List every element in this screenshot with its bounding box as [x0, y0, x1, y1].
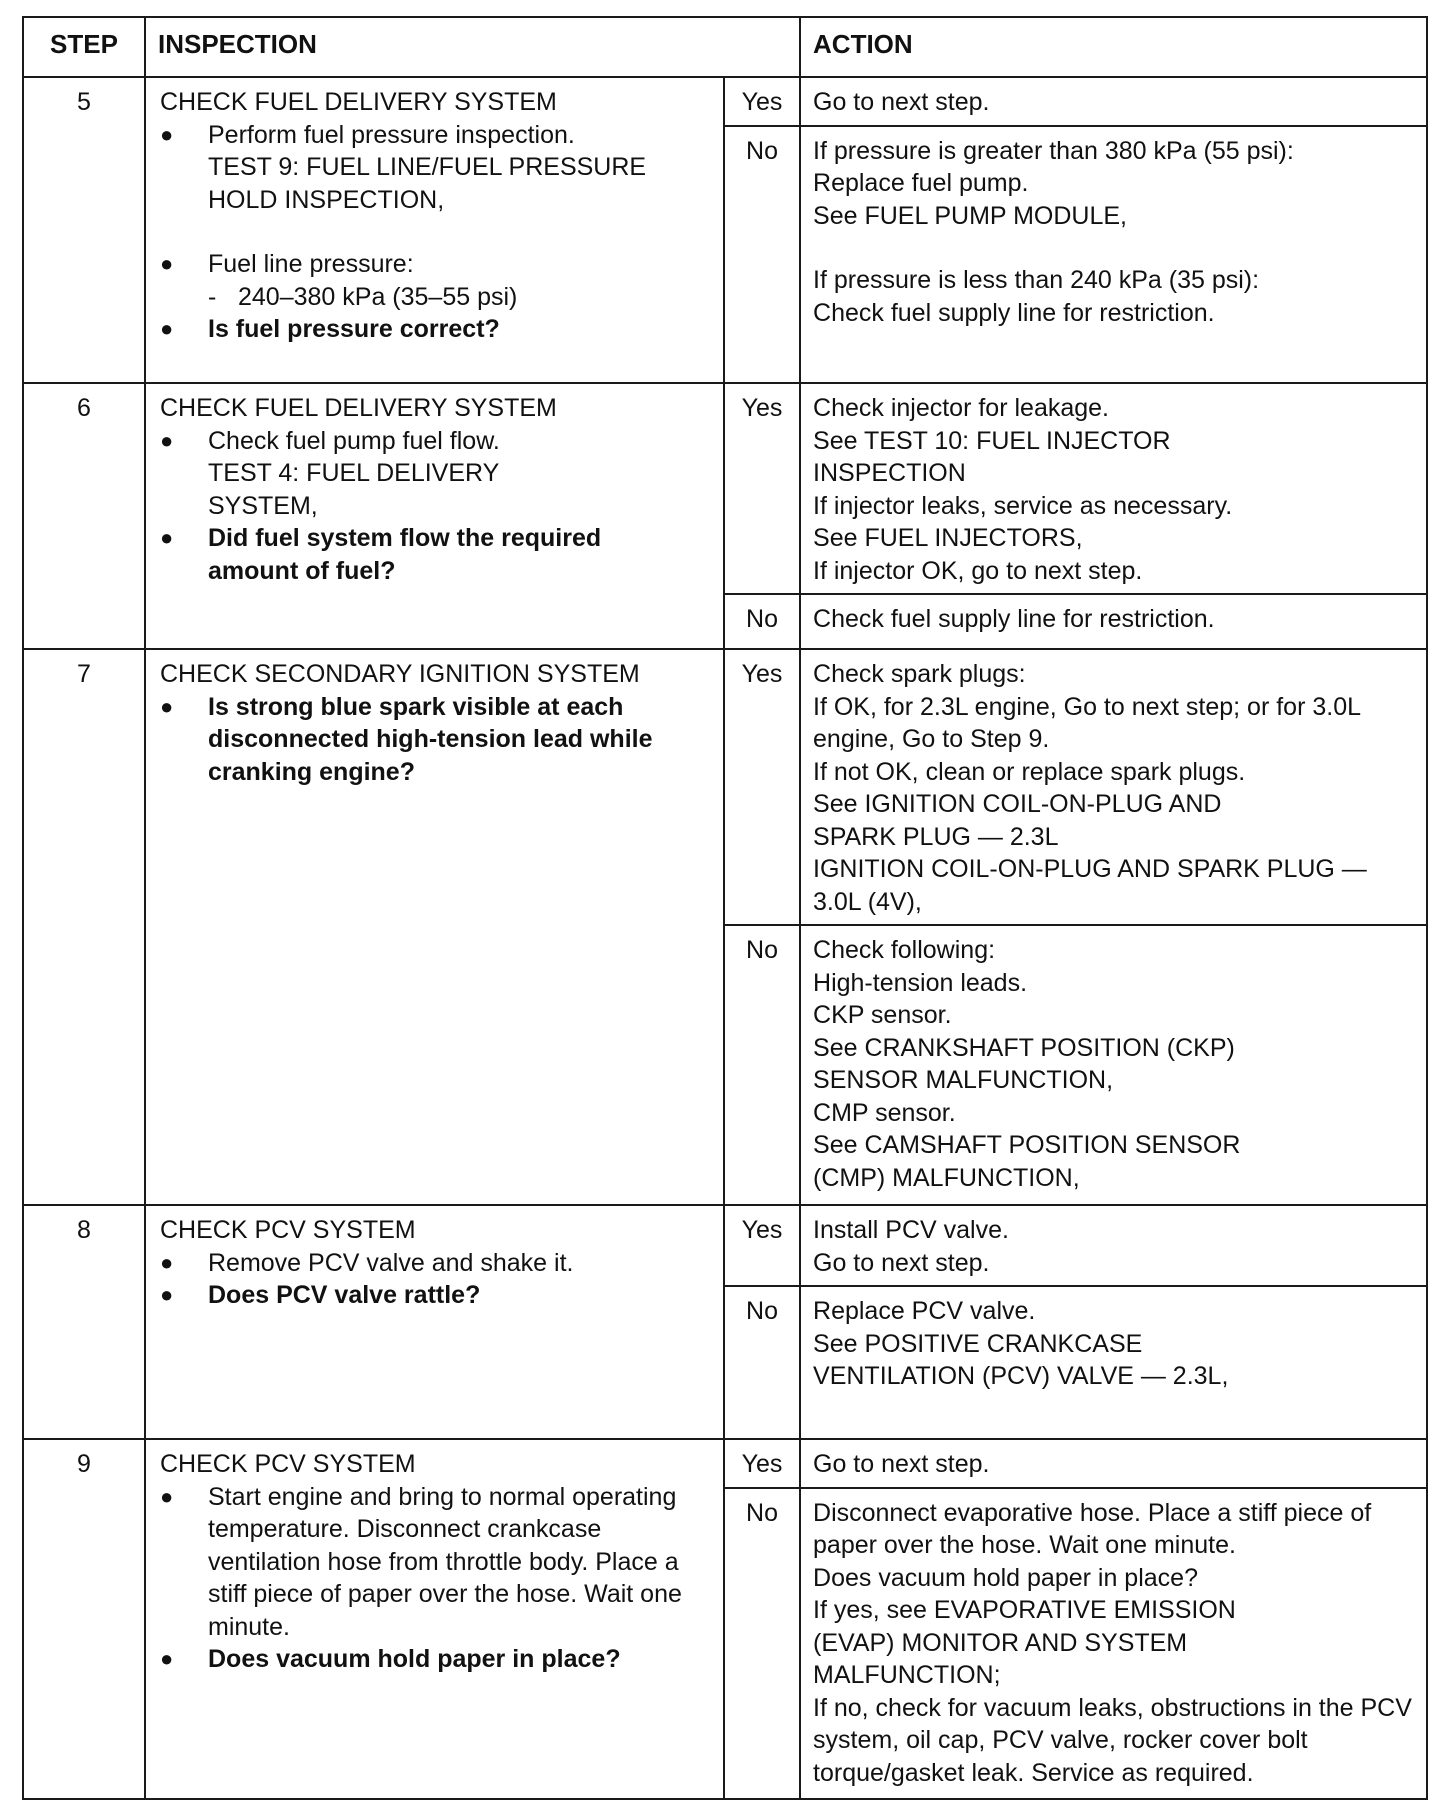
- action-text: Check fuel supply line for restriction.: [813, 605, 1215, 633]
- action-no: [800, 594, 1427, 649]
- table-row: [23, 649, 1427, 925]
- inspection-cell: [145, 1439, 724, 1799]
- action-text: If injector leaks, service as necessary.: [813, 491, 1233, 520]
- step-number: 9: [23, 1439, 145, 1799]
- action-text: IGNITION COIL-ON-PLUG AND SPARK PLUG — 3.0L (4V),: [813, 855, 1367, 916]
- bullet-item: [160, 313, 713, 346]
- action-yes: [800, 383, 1427, 594]
- bullet-item: [160, 1247, 713, 1280]
- answer-no: No: [724, 925, 800, 1205]
- bullet-icon: ●: [160, 251, 174, 276]
- action-text: If pressure is greater than 380 kPa (55 psi):: [813, 136, 1294, 165]
- bullet-item: [160, 425, 713, 458]
- action-text: Install PCV valve.: [813, 1216, 1009, 1244]
- action-text: See POSITIVE CRANKCASE VENTILATION (PCV) VALVE — 2.3L,: [813, 1329, 1229, 1390]
- bullet-item: [160, 1643, 713, 1676]
- answer-yes: Yes: [724, 383, 800, 594]
- action-text: Check fuel supply line for restriction.: [813, 298, 1215, 327]
- action-text: If no, check for vacuum leaks, obstructions in the PCV system, oil cap, PCV valve, rocker cover bolt torque/gasket leak. Service as required.: [813, 1693, 1412, 1787]
- action-text: If yes, see EVAPORATIVE EMISSION (EVAP) MONITOR AND SYSTEM MALFUNCTION;: [813, 1596, 1236, 1689]
- table-row: [23, 1439, 1427, 1488]
- action-text: CMP sensor.: [813, 1098, 956, 1127]
- table-row: [23, 383, 1427, 594]
- action-yes: [800, 1205, 1427, 1286]
- inspection-title: CHECK SECONDARY IGNITION SYSTEM: [160, 660, 640, 688]
- bullet-text: Perform fuel pressure inspection.: [208, 120, 575, 149]
- bullet-icon: ●: [160, 121, 174, 147]
- action-text: Check spark plugs:: [813, 660, 1026, 688]
- header-inspection: INSPECTION: [145, 17, 800, 77]
- action-text: If pressure is less than 240 kPa (35 psi):: [813, 266, 1260, 294]
- table-row: [23, 1205, 1427, 1286]
- header-action: ACTION: [800, 17, 1427, 77]
- bullet-question: Is fuel pressure correct?: [208, 315, 500, 343]
- action-text: See CAMSHAFT POSITION SENSOR (CMP) MALFUNCTION,: [813, 1131, 1241, 1192]
- inspection-cell: [145, 649, 724, 1205]
- bullet-question: Does vacuum hold paper in place?: [208, 1645, 621, 1673]
- bullet-item: [160, 522, 713, 587]
- step-number: 7: [23, 649, 145, 1205]
- bullet-item: [160, 1481, 713, 1644]
- bullet-text: TEST 4: FUEL DELIVERY SYSTEM,: [208, 459, 499, 520]
- step-number: 5: [23, 77, 145, 383]
- answer-no: No: [724, 1286, 800, 1439]
- action-text: Replace PCV valve.: [813, 1297, 1036, 1325]
- bullet-icon: ●: [160, 693, 174, 719]
- header-step: STEP: [23, 17, 145, 77]
- bullet-icon: ●: [160, 427, 174, 453]
- bullet-icon: ●: [160, 525, 174, 550]
- action-text: Go to next step.: [813, 1248, 990, 1277]
- action-text: See CRANKSHAFT POSITION (CKP) SENSOR MALFUNCTION,: [813, 1033, 1235, 1094]
- bullet-item: [160, 151, 713, 216]
- bullet-text: Start engine and bring to normal operating temperature. Disconnect crankcase ventilation hose from throttle body. Place a stiff piece of paper over the hose. Wait one minute.: [208, 1482, 682, 1641]
- action-no: [800, 1488, 1427, 1800]
- bullet-item: [160, 1279, 713, 1312]
- bullet-item: [160, 119, 713, 152]
- bullet-subtext: 240–380 kPa (35–55 psi): [238, 282, 518, 311]
- action-text: Check injector for leakage.: [813, 394, 1109, 422]
- bullet-item: [160, 457, 713, 522]
- action-text: If OK, for 2.3L engine, Go to next step; or for 3.0L engine, Go to Step 9.: [813, 692, 1361, 753]
- action-text: Replace fuel pump.: [813, 169, 1029, 197]
- action-no: [800, 126, 1427, 384]
- action-text: Go to next step.: [813, 88, 990, 116]
- action-text: CKP sensor.: [813, 1001, 952, 1029]
- bullet-text: Check fuel pump fuel flow.: [208, 426, 500, 455]
- diagnostic-table-page: [22, 16, 1428, 1800]
- inspection-cell: [145, 77, 724, 383]
- action-text: Does vacuum hold paper in place?: [813, 1563, 1198, 1592]
- action-text: Disconnect evaporative hose. Place a stiff piece of paper over the hose. Wait one minute.: [813, 1498, 1372, 1559]
- inspection-title: CHECK FUEL DELIVERY SYSTEM: [160, 394, 557, 422]
- answer-no: No: [724, 1488, 800, 1800]
- action-text: See FUEL INJECTORS,: [813, 524, 1083, 552]
- action-text: Go to next step.: [813, 1450, 990, 1478]
- answer-yes: Yes: [724, 1439, 800, 1488]
- bullet-item: [160, 691, 713, 789]
- action-text: See TEST 10: FUEL INJECTOR INSPECTION: [813, 426, 1171, 487]
- action-yes: [800, 77, 1427, 126]
- bullet-question: Does PCV valve rattle?: [208, 1281, 481, 1309]
- bullet-text: Remove PCV valve and shake it.: [208, 1248, 574, 1277]
- step-number: 6: [23, 383, 145, 649]
- action-yes: [800, 1439, 1427, 1488]
- bullet-text: Fuel line pressure:: [208, 250, 414, 278]
- bullet-question: Did fuel system flow the required amount of fuel?: [208, 524, 602, 585]
- bullet-icon: ●: [160, 316, 174, 341]
- table-header-row: [23, 17, 1427, 77]
- inspection-cell: [145, 383, 724, 649]
- bullet-question: Is strong blue spark visible at each disconnected high-tension lead while cranking engine?: [208, 692, 653, 786]
- bullet-icon: ●: [160, 1282, 174, 1307]
- bullet-icon: ●: [160, 1646, 174, 1671]
- answer-no: No: [724, 594, 800, 649]
- bullet-text: TEST 9: FUEL LINE/FUEL PRESSURE HOLD INSPECTION,: [208, 153, 647, 214]
- inspection-title: CHECK PCV SYSTEM: [160, 1216, 416, 1244]
- inspection-title: CHECK FUEL DELIVERY SYSTEM: [160, 88, 557, 116]
- action-yes: [800, 649, 1427, 925]
- bullet-item: ● Fuel line pressure: - 240–380 kPa (35–55 psi): [160, 248, 713, 313]
- action-text: If injector OK, go to next step.: [813, 556, 1143, 585]
- action-text: High-tension leads.: [813, 968, 1028, 997]
- step-number: 8: [23, 1205, 145, 1439]
- action-no: [800, 1286, 1427, 1439]
- action-no: [800, 925, 1427, 1205]
- answer-yes: Yes: [724, 649, 800, 925]
- action-text: If not OK, clean or replace spark plugs.: [813, 757, 1246, 786]
- answer-no: No: [724, 126, 800, 384]
- action-text: See FUEL PUMP MODULE,: [813, 201, 1127, 230]
- action-text: See IGNITION COIL-ON-PLUG AND SPARK PLUG — 2.3L: [813, 790, 1222, 851]
- inspection-title: CHECK PCV SYSTEM: [160, 1450, 416, 1478]
- action-text: Check following:: [813, 936, 996, 964]
- inspection-cell: [145, 1205, 724, 1439]
- table-row: [23, 77, 1427, 126]
- bullet-icon: ●: [160, 1249, 174, 1275]
- diagnostic-table: [22, 16, 1428, 1800]
- answer-yes: Yes: [724, 1205, 800, 1286]
- answer-yes: Yes: [724, 77, 800, 126]
- bullet-icon: ●: [160, 1483, 174, 1509]
